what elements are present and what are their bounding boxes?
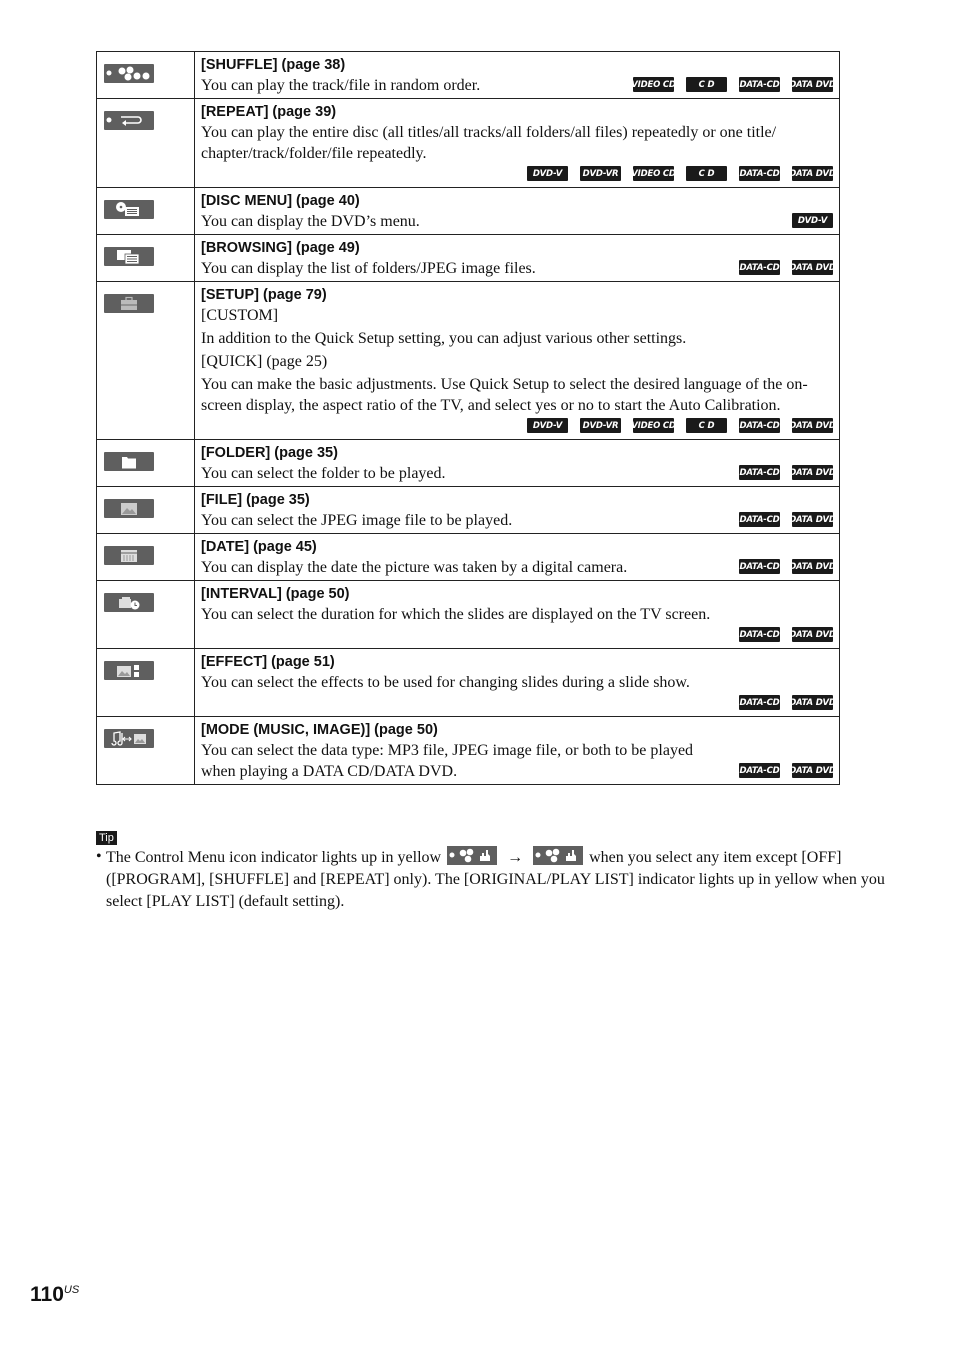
table-row xyxy=(97,282,840,440)
description-cell xyxy=(195,52,840,99)
badge-dvd-v: DVD-V xyxy=(527,418,568,433)
disc-type-badges xyxy=(201,693,836,714)
description-cell xyxy=(195,188,840,235)
tip-arrow: → xyxy=(507,849,524,866)
disc-type-badges xyxy=(631,77,836,96)
icon-cell xyxy=(97,581,195,649)
item-description: You can display the list of folders/JPEG image files. xyxy=(201,260,536,277)
item-description: [CUSTOM] xyxy=(201,307,279,324)
effect-icon xyxy=(104,661,154,680)
control-menu-highlighted-icon xyxy=(533,846,583,865)
mode-icon xyxy=(104,729,154,748)
item-description: You can select the data type: MP3 file, JPEG image file, or both to be played when playing a DATA CD/DATA DVD. xyxy=(201,742,694,780)
table-row xyxy=(97,717,840,785)
badge-dvd-vr: DVD-VR xyxy=(580,166,621,181)
badge-data-dvd: DATA DVD xyxy=(792,166,833,181)
badge-data-dvd: DATA DVD xyxy=(792,559,833,574)
badge-data-cd: DATA-CD xyxy=(739,260,780,275)
shuffle-icon xyxy=(104,64,154,83)
badge-data-dvd: DATA DVD xyxy=(792,77,833,92)
disc-type-badges xyxy=(739,763,836,782)
badge-data-dvd: DATA DVD xyxy=(792,695,833,710)
browsing-icon xyxy=(104,247,154,266)
description-cell xyxy=(195,99,840,188)
tip-text-before: The Control Menu icon indicator lights up in yellow xyxy=(106,849,442,866)
icon-cell xyxy=(97,188,195,235)
item-title: [EFFECT] (page 51) xyxy=(201,654,335,670)
description-line xyxy=(201,510,836,531)
badge-data-cd: DATA-CD xyxy=(739,512,780,527)
badge-dvd-v: DVD-V xyxy=(527,166,568,181)
item-title: [MODE (MUSIC, IMAGE)] (page 50) xyxy=(201,722,438,738)
table-row xyxy=(97,534,840,581)
item-description: You can select the JPEG image file to be played. xyxy=(201,512,513,529)
item-description: You can select the duration for which the slides are displayed on the TV screen. xyxy=(201,606,711,623)
badge-data-cd: DATA-CD xyxy=(739,166,780,181)
badge-data-dvd: DATA DVD xyxy=(792,418,833,433)
description-line xyxy=(201,211,833,232)
item-description: In addition to the Quick Setup setting, you can adjust various other settings. xyxy=(201,330,687,347)
date-icon xyxy=(104,546,154,565)
icon-cell xyxy=(97,99,195,188)
description-line xyxy=(201,258,836,279)
control-menu-table xyxy=(96,51,840,785)
page-number-value: 110 xyxy=(30,1283,64,1306)
item-description: You can display the DVD’s menu. xyxy=(201,213,420,230)
icon-cell xyxy=(97,235,195,282)
badge-data-cd: DATA-CD xyxy=(739,465,780,480)
item-title: [SHUFFLE] (page 38) xyxy=(201,57,346,73)
badge-dvd-vr: DVD-VR xyxy=(580,418,621,433)
disc-type-badges xyxy=(792,213,833,232)
badge-video-cd: VIDEO CD xyxy=(633,418,674,433)
description-line xyxy=(201,75,836,96)
tip-bullet: • xyxy=(96,848,102,865)
description-cell xyxy=(195,581,840,649)
badge-c-d: C D xyxy=(686,166,727,181)
disc-type-badges xyxy=(739,465,836,484)
item-description: You can play the track/file in random order. xyxy=(201,77,481,94)
table-row xyxy=(97,581,840,649)
item-title: [SETUP] (page 79) xyxy=(201,287,327,303)
disc-type-badges xyxy=(739,559,836,578)
badge-data-cd: DATA-CD xyxy=(739,559,780,574)
description-cell xyxy=(195,440,840,487)
table-row xyxy=(97,487,840,534)
description-line xyxy=(201,740,836,782)
item-title: [INTERVAL] (page 50) xyxy=(201,586,350,602)
item-description: You can play the entire disc (all titles/all tracks/all folders/all files) repeatedly or one title/ chapter/track/folder/file repeatedly. xyxy=(201,124,777,162)
description-cell xyxy=(195,717,840,785)
disc-type-badges xyxy=(739,260,836,279)
disc-menu-icon xyxy=(104,200,154,219)
page-region-suffix: US xyxy=(63,1284,80,1296)
badge-data-dvd: DATA DVD xyxy=(792,465,833,480)
icon-cell xyxy=(97,717,195,785)
tip-label: Tip xyxy=(96,831,117,845)
item-title: [FOLDER] (page 35) xyxy=(201,445,338,461)
icon-cell xyxy=(97,440,195,487)
item-description: You can display the date the picture was taken by a digital camera. xyxy=(201,559,628,576)
table-row xyxy=(97,440,840,487)
icon-cell xyxy=(97,52,195,99)
badge-data-cd: DATA-CD xyxy=(739,627,780,642)
badge-data-cd: DATA-CD xyxy=(739,77,780,92)
disc-type-badges xyxy=(201,416,836,437)
badge-video-cd: VIDEO CD xyxy=(633,77,674,92)
badge-c-d: C D xyxy=(686,77,727,92)
badge-c-d: C D xyxy=(686,418,727,433)
badge-data-cd: DATA-CD xyxy=(739,763,780,778)
table-row xyxy=(97,235,840,282)
folder-icon xyxy=(104,452,154,471)
table-row xyxy=(97,52,840,99)
description-line xyxy=(201,557,836,578)
item-description: You can select the effects to be used for changing slides during a slide show. xyxy=(201,674,690,691)
interval-icon xyxy=(104,593,154,612)
item-title: [REPEAT] (page 39) xyxy=(201,104,337,120)
item-description: You can make the basic adjustments. Use Quick Setup to select the desired language of the on-screen display, the aspect ratio of the TV, and select yes or no to start the Auto Calibration. xyxy=(201,376,808,414)
description-cell xyxy=(195,649,840,717)
item-description: [QUICK] (page 25) xyxy=(201,353,328,370)
item-title: [FILE] (page 35) xyxy=(201,492,310,508)
icon-cell xyxy=(97,649,195,717)
item-title: [DISC MENU] (page 40) xyxy=(201,193,360,209)
description-cell xyxy=(195,534,840,581)
badge-data-dvd: DATA DVD xyxy=(792,512,833,527)
badge-data-dvd: DATA DVD xyxy=(792,763,833,778)
icon-cell xyxy=(97,282,195,440)
tip-text-after: when you select any item except [OFF] ([PROGRAM], [SHUFFLE] and [REPEAT] only). The [ORIGINAL/PLAY LIST] indicator lights up in yellow when you select [PLAY LIST] (default setting). xyxy=(106,849,885,910)
description-cell xyxy=(195,487,840,534)
badge-data-cd: DATA-CD xyxy=(739,695,780,710)
page-number xyxy=(30,1283,79,1307)
repeat-icon xyxy=(104,111,154,130)
disc-type-badges xyxy=(201,625,836,646)
tip-text xyxy=(96,846,896,913)
disc-type-badges xyxy=(201,164,836,185)
description-line xyxy=(201,463,836,484)
description-cell xyxy=(195,235,840,282)
item-title: [DATE] (page 45) xyxy=(201,539,317,555)
icon-cell xyxy=(97,487,195,534)
disc-type-badges xyxy=(739,512,836,531)
description-cell xyxy=(195,282,840,440)
table-row xyxy=(97,188,840,235)
item-description: You can select the folder to be played. xyxy=(201,465,446,482)
badge-data-cd: DATA-CD xyxy=(739,418,780,433)
file-icon xyxy=(104,499,154,518)
badge-video-cd: VIDEO CD xyxy=(633,166,674,181)
icon-cell xyxy=(97,534,195,581)
badge-data-dvd: DATA DVD xyxy=(792,627,833,642)
badge-data-dvd: DATA DVD xyxy=(792,260,833,275)
tip-section xyxy=(96,828,896,913)
table-row xyxy=(97,99,840,188)
setup-icon xyxy=(104,294,154,313)
control-menu-normal-icon xyxy=(447,846,497,865)
item-title: [BROWSING] (page 49) xyxy=(201,240,360,256)
table-row xyxy=(97,649,840,717)
badge-dvd-v: DVD-V xyxy=(792,213,833,228)
